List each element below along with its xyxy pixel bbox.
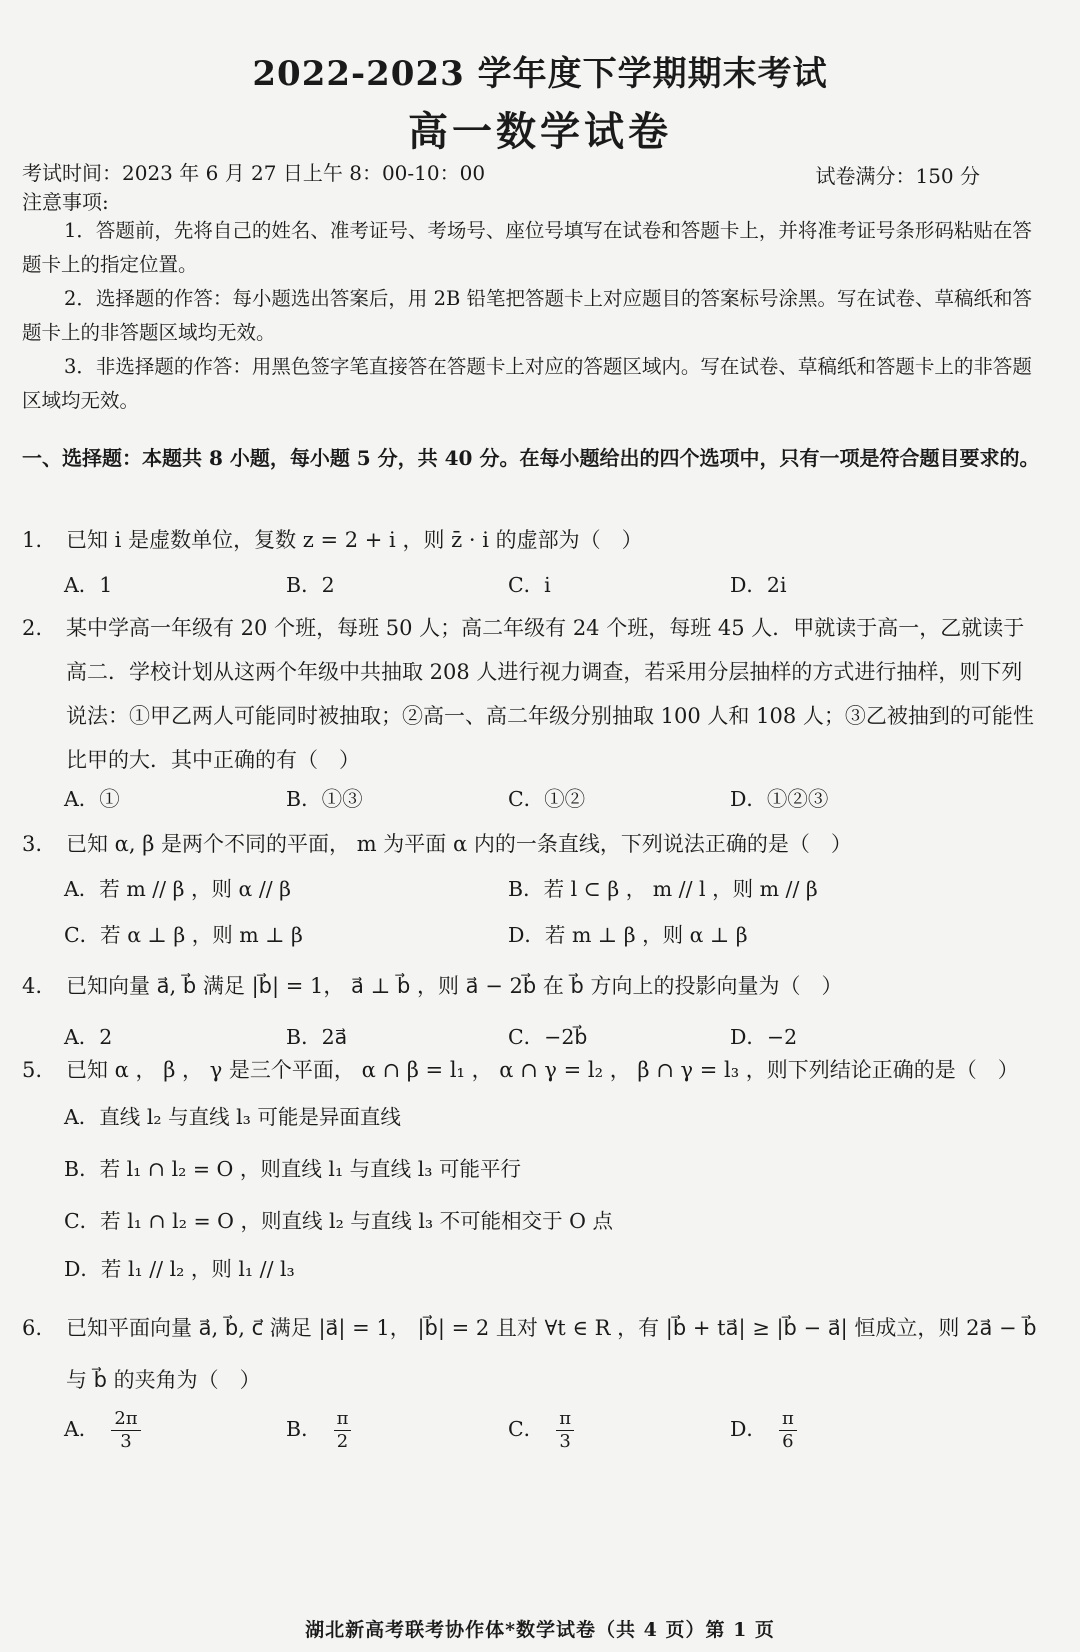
option-b[interactable]: B．若 l₁ ∩ l₂ = O ，则直线 l₁ 与直线 l₃ 可能平行: [64, 1157, 521, 1181]
fraction-denominator: 3: [120, 1431, 132, 1452]
question-3: [22, 822, 1042, 866]
options-q6: [64, 1408, 1044, 1468]
option-a[interactable]: A．若 m // β ，则 α // β: [64, 877, 292, 901]
fraction-numerator: π: [556, 1408, 574, 1431]
page-footer: 湖北新高考联考协作体*数学试卷（共 4 页）第 1 页: [305, 1619, 775, 1641]
option-b[interactable]: B．2: [286, 573, 335, 597]
question-stem: 某中学高一年级有 20 个班，每班 50 人；高二年级有 24 个班，每班 45 人．甲就读于高一，乙就读于高二．学校计划从这两个年级中共抽取 208 人进行视力调查，若采用分层抽样的方式进行抽样，则下列说法：①甲乙两人可能同时被抽取；②高一、高二年级分别抽取 100 人和 108 人；③乙被抽到的可能性比甲的大．其中正确的有（ ）: [66, 616, 1034, 772]
option-c[interactable]: C．i: [508, 573, 551, 597]
fraction-numerator: 2π: [111, 1408, 140, 1431]
option-a[interactable]: A．2: [64, 1025, 113, 1049]
options-q2: [64, 782, 1044, 812]
question-number: 3.: [22, 832, 43, 856]
question-stem: 已知平面向量 a⃗, b⃗, c⃗ 满足 |a⃗| = 1， |b⃗| = 2 且对 ∀t ∈ R ，有 |b⃗ + ta⃗| ≥ |b⃗ − a⃗| 恒成立，则 2a⃗ − b⃗ 与 b⃗ 的夹角为（ ）: [66, 1316, 1037, 1392]
fraction: [779, 1408, 797, 1453]
question-number: 4.: [22, 974, 43, 998]
options-q1: [64, 568, 1044, 598]
exam-time: 考试时间：2023 年 6 月 27 日上午 8：00-10：00: [22, 161, 486, 185]
fraction-numerator: π: [779, 1408, 797, 1431]
option-b[interactable]: B．若 l ⊂ β ， m // l ，则 m // β: [508, 877, 818, 901]
fraction: [334, 1408, 352, 1453]
option-a[interactable]: A．1: [64, 573, 113, 597]
option-c[interactable]: C．若 l₁ ∩ l₂ = O ，则直线 l₂ 与直线 l₃ 不可能相交于 O 点: [64, 1209, 613, 1233]
question-6: [22, 1302, 1042, 1406]
exam-title-line1: 2022-2023 学年度下学期期末考试: [252, 54, 828, 94]
option-d[interactable]: D．2i: [730, 573, 787, 597]
option-b[interactable]: B．2a⃗: [286, 1025, 348, 1049]
option-d[interactable]: D．若 m ⊥ β ，则 α ⊥ β: [508, 923, 748, 947]
question-4: [22, 964, 1042, 1008]
notice-item: 3．非选择题的作答：用黑色签字笔直接答在答题卡上对应的答题区域内。写在试卷、草稿纸和答题卡上的非答题区域均无效。: [22, 355, 1032, 412]
question-number: 1.: [22, 528, 43, 552]
option-d[interactable]: [730, 1408, 797, 1453]
question-stem: 已知 i 是虚数单位，复数 z = 2 + i ，则 z̄ · i 的虚部为（ ）: [66, 528, 643, 552]
options-q4: [64, 1020, 1044, 1050]
option-b[interactable]: B．①③: [286, 787, 363, 811]
fraction-denominator: 3: [559, 1431, 571, 1452]
fraction: [556, 1408, 574, 1453]
option-label: B．: [286, 1417, 322, 1441]
option-c[interactable]: [508, 1408, 574, 1453]
question-number: 2.: [22, 616, 43, 640]
option-c[interactable]: C．−2b⃗: [508, 1025, 588, 1049]
option-a[interactable]: A．①: [64, 787, 120, 811]
option-a[interactable]: [64, 1408, 141, 1453]
fraction: [111, 1408, 140, 1453]
question-stem: 已知向量 a⃗, b⃗ 满足 |b⃗| = 1， a⃗ ⊥ b⃗ ，则 a⃗ − 2b⃗ 在 b⃗ 方向上的投影向量为（ ）: [66, 974, 843, 998]
question-2: [22, 606, 1042, 782]
section-heading: 一、选择题：本题共 8 小题，每小题 5 分，共 40 分。在每小题给出的四个选项中，只有一项是符合题目要求的。: [22, 446, 1040, 470]
notice-item: 2．选择题的作答：每小题选出答案后，用 2B 铅笔把答题卡上对应题目的答案标号涂黑。写在试卷、草稿纸和答题卡上的非答题区域均无效。: [22, 287, 1033, 344]
notices: [22, 214, 1042, 418]
fraction-numerator: π: [334, 1408, 352, 1431]
option-d[interactable]: D．若 l₁ // l₂ ，则 l₁ // l₃: [64, 1257, 295, 1281]
option-label: D．: [730, 1417, 767, 1441]
question-stem: 已知 α ， β ， γ 是三个平面， α ∩ β = l₁ ， α ∩ γ = l₂ ， β ∩ γ = l₃ ，则下列结论正确的是（ ）: [66, 1058, 1019, 1082]
option-label: C．: [508, 1417, 545, 1441]
question-5: [22, 1048, 1042, 1092]
option-d[interactable]: D．−2: [730, 1025, 798, 1049]
option-a[interactable]: A．直线 l₂ 与直线 l₃ 可能是异面直线: [64, 1105, 401, 1129]
full-score: 试卷满分：150 分: [815, 164, 980, 188]
option-d[interactable]: D．①②③: [730, 787, 829, 811]
options-q3-row2: [64, 918, 1044, 948]
option-c[interactable]: C．若 α ⊥ β ，则 m ⊥ β: [64, 923, 303, 947]
question-number: 6.: [22, 1316, 43, 1340]
fraction-denominator: 6: [782, 1431, 794, 1452]
fraction-denominator: 2: [336, 1431, 349, 1452]
option-c[interactable]: C．①②: [508, 787, 586, 811]
question-1: [22, 518, 1042, 562]
notice-heading: 注意事项:: [22, 190, 109, 214]
question-number: 5.: [22, 1058, 43, 1082]
option-label: A．: [64, 1417, 100, 1441]
exam-title-line2: 高一数学试卷: [408, 108, 672, 155]
question-stem: 已知 α, β 是两个不同的平面， m 为平面 α 内的一条直线，下列说法正确的是（ ）: [66, 832, 852, 856]
option-b[interactable]: [286, 1408, 351, 1453]
notice-item: 1．答题前，先将自己的姓名、准考证号、考场号、座位号填写在试卷和答题卡上，并将准考证号条形码粘贴在答题卡上的指定位置。: [22, 219, 1032, 276]
options-q3-row1: [64, 872, 1044, 902]
